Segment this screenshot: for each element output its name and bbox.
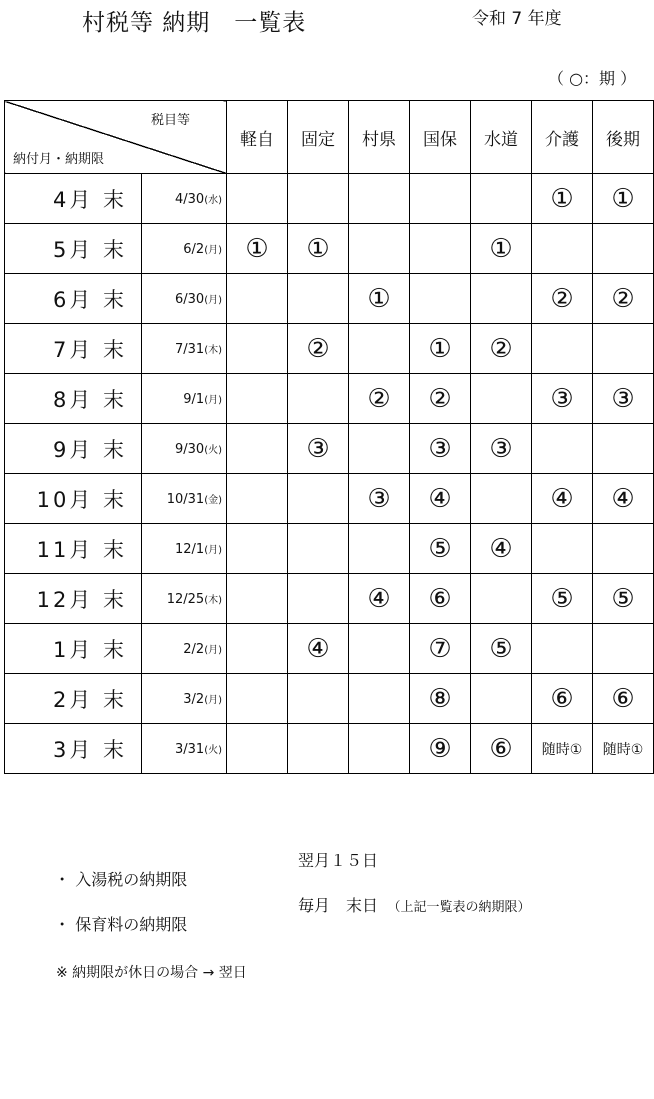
footnote: ※ 納期限が休日の場合 → 翌日: [56, 965, 247, 981]
deadline-cell: [142, 574, 227, 624]
installment-cell: ⑤: [410, 524, 471, 574]
deadline-date: 12/1: [174, 541, 205, 557]
deadline-date: 4/30: [174, 191, 205, 207]
column-header: 水道: [471, 101, 532, 174]
installment-cell: [227, 274, 288, 324]
table-row: [5, 424, 654, 474]
installment-cell: ①: [288, 224, 349, 274]
installment-cell: [288, 524, 349, 574]
installment-cell: [288, 574, 349, 624]
table-row: [5, 274, 654, 324]
deadline-weekday: (火): [204, 444, 222, 456]
payment-month-cell: 1月 末: [5, 624, 142, 674]
installment-cell: ③: [410, 424, 471, 474]
installment-cell: ④: [593, 474, 654, 524]
column-header: 村県: [349, 101, 410, 174]
note-value: 毎月 末日 （上記一覧表の納期限）: [298, 896, 531, 915]
column-header: 国保: [410, 101, 471, 174]
installment-cell: [471, 274, 532, 324]
installment-cell: [288, 274, 349, 324]
table-row: [5, 374, 654, 424]
installment-cell: [471, 174, 532, 224]
installment-cell: [410, 174, 471, 224]
installment-cell: ④: [532, 474, 593, 524]
installment-cell: [227, 474, 288, 524]
installment-cell: ⑧: [410, 674, 471, 724]
column-header: 軽自: [227, 101, 288, 174]
installment-cell: [349, 724, 410, 774]
installment-cell: [471, 374, 532, 424]
installment-cell: ⑦: [410, 624, 471, 674]
table-row: [5, 474, 654, 524]
installment-cell: [227, 524, 288, 574]
installment-cell: ⑤: [471, 624, 532, 674]
note-childcare-fee: [44, 893, 531, 954]
installment-cell: [227, 674, 288, 724]
payment-month-cell: 3月 末: [5, 724, 142, 774]
deadline-cell: [142, 224, 227, 274]
column-header: 介護: [532, 101, 593, 174]
installment-cell: ③: [532, 374, 593, 424]
note-paren: （上記一覧表の納期限）: [394, 900, 531, 915]
installment-cell: [288, 374, 349, 424]
deadline-cell: [142, 174, 227, 224]
installment-cell: [471, 574, 532, 624]
installment-cell: [288, 724, 349, 774]
table-row: [5, 674, 654, 724]
corner-header-cell: [5, 101, 227, 174]
installment-cell: ③: [288, 424, 349, 474]
deadline-weekday: (木): [204, 344, 222, 356]
deadline-cell: [142, 474, 227, 524]
deadline-weekday: (月): [204, 294, 222, 306]
column-header: 後期: [593, 101, 654, 174]
installment-cell: [227, 724, 288, 774]
installment-cell: ④: [471, 524, 532, 574]
installment-cell: ①: [471, 224, 532, 274]
installment-cell: [410, 224, 471, 274]
installment-cell: [227, 174, 288, 224]
installment-cell: ④: [410, 474, 471, 524]
table-row: [5, 174, 654, 224]
installment-cell: ②: [410, 374, 471, 424]
installment-cell: [471, 474, 532, 524]
installment-cell: [227, 324, 288, 374]
payment-schedule-table: [4, 100, 654, 774]
deadline-date: 10/31: [166, 491, 205, 507]
installment-cell: ⑥: [410, 574, 471, 624]
installment-cell: [349, 524, 410, 574]
deadline-date: 9/30: [174, 441, 205, 457]
installment-cell: [410, 274, 471, 324]
installment-cell: ①: [349, 274, 410, 324]
payment-month-cell: 10月 末: [5, 474, 142, 524]
column-header: 固定: [288, 101, 349, 174]
installment-cell: [532, 524, 593, 574]
deadline-weekday: (月): [204, 694, 222, 706]
deadline-weekday: (木): [204, 594, 222, 606]
table-body: [5, 174, 654, 774]
table-row: [5, 524, 654, 574]
installment-cell: ②: [471, 324, 532, 374]
payment-month-cell: 12月 末: [5, 574, 142, 624]
installment-cell: [349, 174, 410, 224]
deadline-cell: [142, 424, 227, 474]
deadline-cell: [142, 524, 227, 574]
installment-cell: [593, 424, 654, 474]
fiscal-year-label: 令和 7 年度: [472, 9, 562, 29]
installment-cell: [593, 624, 654, 674]
installment-cell: [593, 324, 654, 374]
legend-label: （ ○：期 ）: [548, 69, 637, 88]
note-label: ・ 入湯税の納期限: [54, 870, 188, 889]
installment-cell: ①: [227, 224, 288, 274]
installment-cell: ③: [349, 474, 410, 524]
installment-cell: [532, 324, 593, 374]
table-header-row: [5, 101, 654, 174]
installment-cell: ①: [593, 174, 654, 224]
deadline-weekday: (水): [204, 194, 222, 206]
installment-cell: [471, 674, 532, 724]
payment-month-cell: 6月 末: [5, 274, 142, 324]
installment-cell: [288, 474, 349, 524]
installment-cell: [227, 424, 288, 474]
installment-cell: [227, 374, 288, 424]
deadline-cell: [142, 324, 227, 374]
deadline-date: 2/2: [183, 641, 205, 657]
installment-cell: ②: [532, 274, 593, 324]
installment-cell: [227, 624, 288, 674]
installment-cell: [532, 624, 593, 674]
table-row: [5, 574, 654, 624]
installment-cell: [288, 674, 349, 724]
installment-cell: [532, 224, 593, 274]
installment-cell: ⑤: [532, 574, 593, 624]
installment-cell: ⑥: [593, 674, 654, 724]
installment-cell: ②: [288, 324, 349, 374]
table-row: [5, 324, 654, 374]
installment-cell: ⑨: [410, 724, 471, 774]
deadline-weekday: (月): [204, 394, 222, 406]
deadline-weekday: (火): [204, 744, 222, 756]
installment-cell: [349, 624, 410, 674]
table-row: [5, 224, 654, 274]
installment-cell: ④: [288, 624, 349, 674]
payment-deadline-header-label: 納付月・納期限: [13, 152, 105, 167]
installment-cell: ①: [410, 324, 471, 374]
deadline-weekday: (月): [204, 244, 222, 256]
tax-item-header-label: 税目等: [151, 113, 191, 128]
deadline-date: 12/25: [166, 591, 205, 607]
deadline-cell: [142, 274, 227, 324]
installment-cell: [349, 324, 410, 374]
installment-cell: 随時①: [593, 724, 654, 774]
table-row: [5, 724, 654, 774]
payment-month-cell: 4月 末: [5, 174, 142, 224]
note-value: 翌月１５日: [298, 851, 379, 870]
installment-cell: ④: [349, 574, 410, 624]
deadline-cell: [142, 724, 227, 774]
deadline-date: 6/30: [174, 291, 205, 307]
deadline-weekday: (月): [204, 544, 222, 556]
installment-cell: ②: [349, 374, 410, 424]
deadline-cell: [142, 674, 227, 724]
payment-month-cell: 11月 末: [5, 524, 142, 574]
installment-cell: ⑤: [593, 574, 654, 624]
installment-cell: [288, 174, 349, 224]
installment-cell: [593, 524, 654, 574]
installment-cell: ⑥: [471, 724, 532, 774]
installment-cell: ⑥: [532, 674, 593, 724]
installment-cell: ③: [593, 374, 654, 424]
note-label: ・ 保育料の納期限: [54, 915, 188, 934]
payment-month-cell: 9月 末: [5, 424, 142, 474]
installment-cell: [532, 424, 593, 474]
deadline-weekday: (金): [204, 494, 222, 506]
installment-cell: [349, 224, 410, 274]
deadline-cell: [142, 374, 227, 424]
installment-cell: ①: [532, 174, 593, 224]
installment-cell: [349, 674, 410, 724]
payment-month-cell: 5月 末: [5, 224, 142, 274]
deadline-date: 6/2: [183, 241, 205, 257]
installment-cell: ③: [471, 424, 532, 474]
page-title: 村税等 納期 一覧表: [82, 10, 307, 36]
installment-cell: [593, 224, 654, 274]
deadline-date: 3/2: [183, 691, 205, 707]
payment-month-cell: 2月 末: [5, 674, 142, 724]
deadline-weekday: (月): [204, 644, 222, 656]
payment-month-cell: 7月 末: [5, 324, 142, 374]
payment-month-cell: 8月 末: [5, 374, 142, 424]
installment-cell: [227, 574, 288, 624]
deadline-date: 7/31: [174, 341, 205, 357]
deadline-date: 3/31: [174, 741, 205, 757]
deadline-cell: [142, 624, 227, 674]
table-row: [5, 624, 654, 674]
deadline-date: 9/1: [183, 391, 205, 407]
installment-cell: [349, 424, 410, 474]
installment-cell: 随時①: [532, 724, 593, 774]
installment-cell: ②: [593, 274, 654, 324]
